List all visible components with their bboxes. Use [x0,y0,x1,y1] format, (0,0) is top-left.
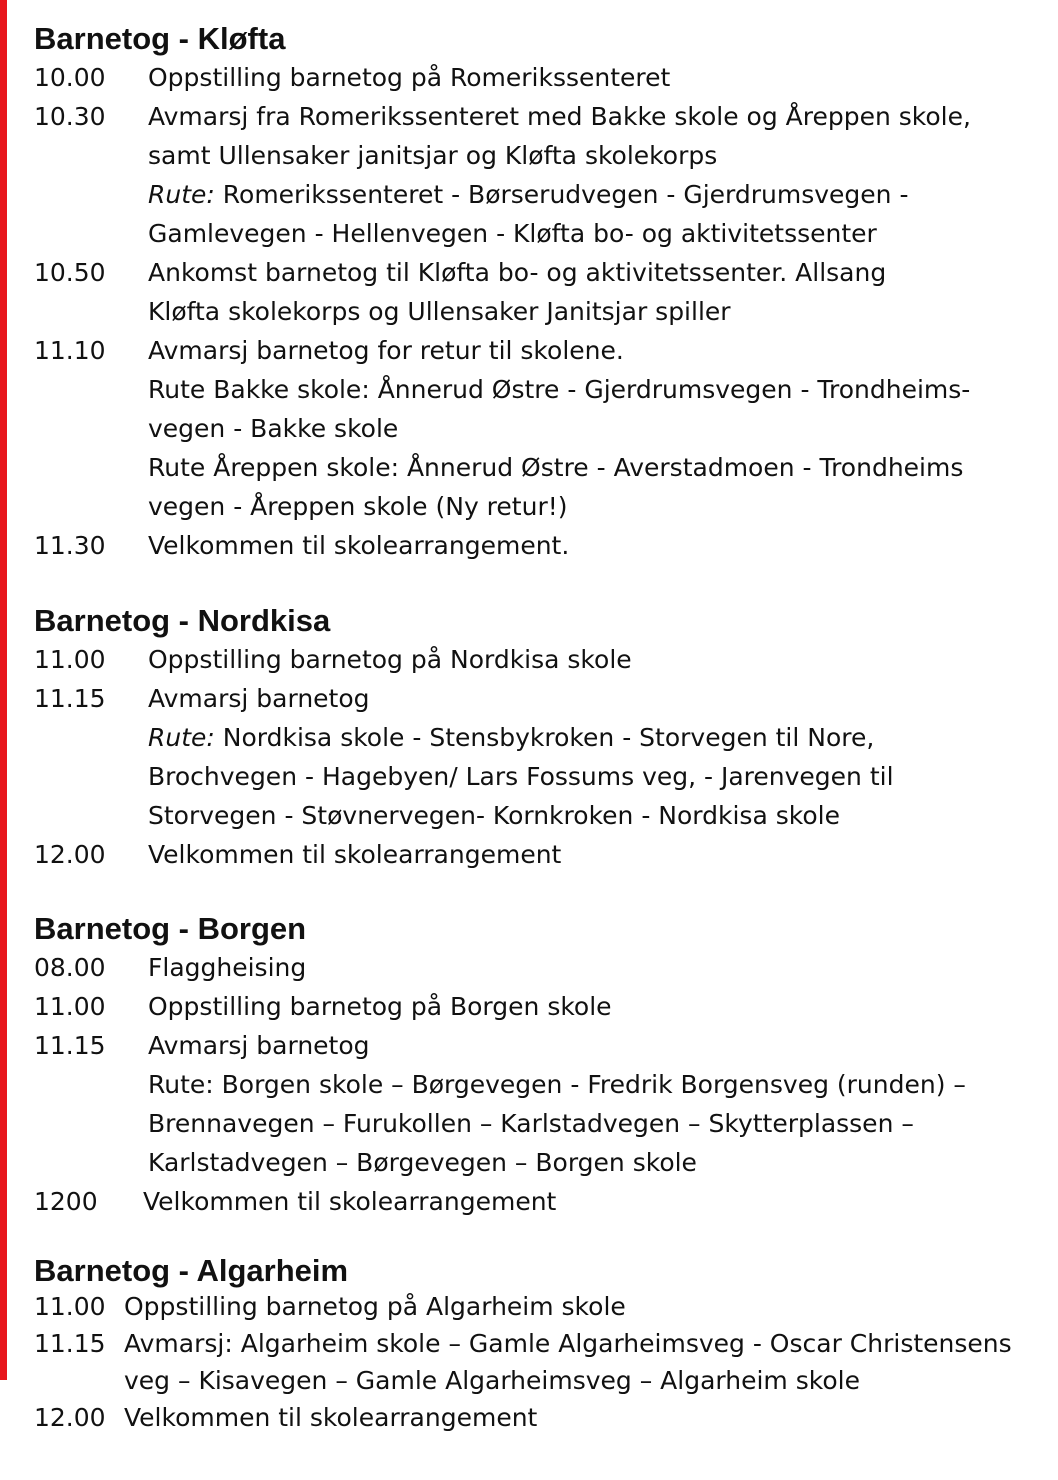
schedule-row [34,1182,1048,1221]
section-algarheim [34,1253,1048,1436]
red-margin-bar [0,0,7,1380]
description-line: Velkommen til skolearrangement. [148,531,570,560]
section-title: Barnetog - Kløfta [34,21,286,56]
schedule-row [34,1026,1048,1182]
description-line: Rute: Borgen skole – Børgevegen - Fredrik Borgensveg (runden) – [148,1070,966,1099]
time: 11.30 [34,531,106,560]
description-line: Velkommen til skolearrangement [143,1187,557,1216]
description [148,58,1048,97]
description-line: samt Ullensaker janitsjar og Kløfta skolekorps [148,141,718,170]
schedule-row [34,331,1048,526]
description-line: Ankomst barnetog til Kløfta bo- og aktivitetssenter. Allsang [148,258,887,287]
description-line: Avmarsj fra Romerikssenteret med Bakke skole og Åreppen skole, [148,102,971,131]
schedule-row [34,1399,1048,1436]
description-line: Brennavegen – Furukollen – Karlstadvegen – Skytterplassen – [148,1109,914,1138]
description-line: Flaggheising [148,953,307,982]
schedule-row [34,1288,1048,1325]
schedule-row [34,987,1048,1026]
description-line: Avmarsj barnetog for retur til skolene. [148,336,624,365]
schedule-row [34,175,1048,253]
schedule-row [34,718,1048,835]
description-line: Brochvegen - Hagebyen/ Lars Fossums veg, - Jarenvegen til [148,762,894,791]
schedule-row [34,640,1048,679]
description-line [148,175,1048,214]
time: 10.30 [34,102,106,131]
description-line: Avmarsj: Algarheim skole – Gamle Algarheimsveg - Oscar Christensens [124,1329,1012,1358]
description [148,253,1048,331]
time: 12.00 [34,1403,106,1432]
description [148,987,1048,1026]
schedule-row [34,679,1048,718]
time: 11.15 [34,684,106,713]
description-line: Rute Åreppen skole: Ånnerud Østre - Averstadmoen - Trondheims [148,453,964,482]
time: 10.50 [34,258,106,287]
schedule-row [34,835,1048,874]
route-label: Rute: [148,723,215,752]
description [148,175,1048,253]
time: 11.00 [34,992,106,1021]
time: 11.15 [34,1031,106,1060]
description-line: Avmarsj barnetog [148,684,370,713]
description [148,679,1048,718]
description-line: Gamlevegen - Hellenvegen - Kløfta bo- og aktivitetssenter [148,219,877,248]
description-line: Rute Bakke skole: Ånnerud Østre - Gjerdrumsvegen - Trondheims- [148,375,971,404]
time: 12.00 [34,840,106,869]
time [34,175,148,253]
description [148,1026,1048,1182]
description-line [148,718,1048,757]
description [148,331,1048,526]
schedule-row [34,58,1048,97]
time: 08.00 [34,953,106,982]
schedule-row [34,948,1048,987]
section-borgen [34,909,1048,1221]
schedule-row [34,253,1048,331]
schedule-row [34,97,1048,175]
description-line: Velkommen til skolearrangement [124,1403,538,1432]
time: 11.10 [34,336,106,365]
description-line: Oppstilling barnetog på Romerikssenteret [148,63,671,92]
description [124,1325,1048,1399]
description-line: veg – Kisavegen – Gamle Algarheimsveg – Algarheim skole [124,1366,860,1395]
description-line: Velkommen til skolearrangement [148,840,562,869]
description-line: Oppstilling barnetog på Nordkisa skole [148,645,632,674]
route-text: Nordkisa skole - Stensbykroken - Storvegen til Nore, [222,723,875,752]
description [148,640,1048,679]
schedule-row [34,1325,1048,1399]
description [148,526,1048,565]
time: 1200 [34,1187,98,1216]
description-line: Oppstilling barnetog på Borgen skole [148,992,612,1021]
description-line: Avmarsj barnetog [148,1031,370,1060]
description-line: Storvegen - Støvnervegen- Kornkroken - Nordkisa skole [148,801,840,830]
time: 11.15 [34,1329,106,1358]
description [148,948,1048,987]
description [148,97,1048,175]
route-label: Rute: [148,180,215,209]
description-line: vegen - Bakke skole [148,414,399,443]
section-title: Barnetog - Nordkisa [34,603,331,638]
schedule-row [34,526,1048,565]
time: 10.00 [34,63,106,92]
description [148,718,1048,835]
description [124,1288,1048,1325]
description-line: Kløfta skolekorps og Ullensaker Janitsjar spiller [148,297,731,326]
description [148,835,1048,874]
description [143,1182,1048,1221]
section-title: Barnetog - Algarheim [34,1253,349,1288]
route-text: Romerikssenteret - Børserudvegen - Gjerdrumsvegen - [222,180,909,209]
time: 11.00 [34,1292,106,1321]
description-line: Oppstilling barnetog på Algarheim skole [124,1292,626,1321]
description [124,1399,1048,1436]
time [34,718,148,835]
description-line: Karlstadvegen – Børgevegen – Borgen skole [148,1148,697,1177]
description-line: vegen - Åreppen skole (Ny retur!) [148,492,568,521]
time: 11.00 [34,645,106,674]
section-klofta [34,19,1048,565]
section-title: Barnetog - Borgen [34,911,307,946]
section-nordkisa [34,601,1048,874]
